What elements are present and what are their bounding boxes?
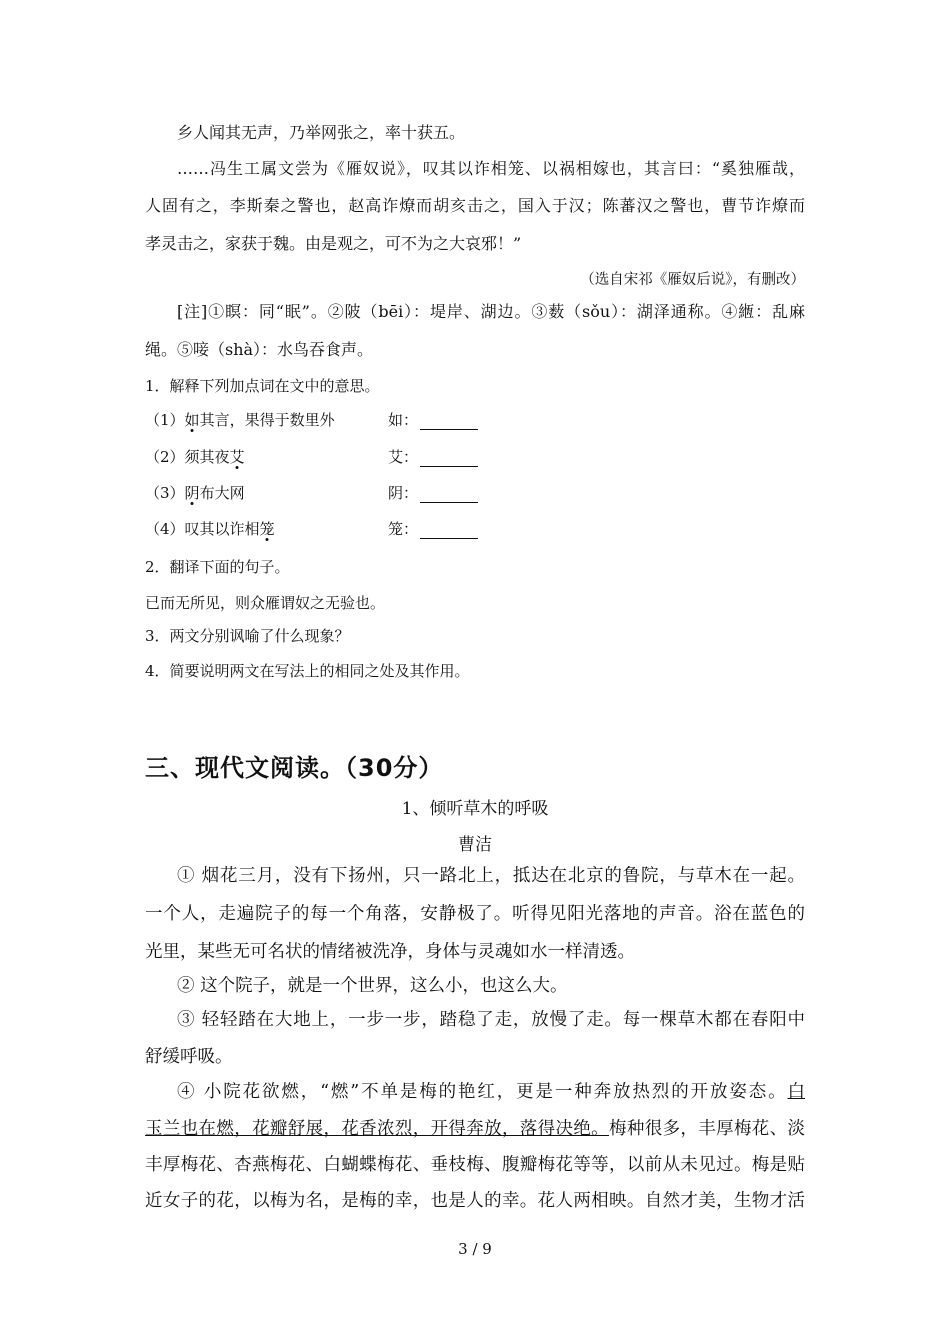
classical-paragraph-2-line-2: 人固有之，李斯秦之警也，赵高诈燎而胡亥击之，国入于汉；陈蕃汉之警也，曹节诈燎而 (145, 196, 805, 215)
annotation-line-1: [注]①瞑：同“眠”。②陂（bēi）：堤岸、湖边。③薮（sǒu）：湖泽通称。④緪：乱麻 (177, 302, 805, 321)
answer-label: 如： (388, 411, 419, 429)
dotted-word: 阴 (184, 484, 200, 502)
classical-paragraph-2-line-3: 孝灵击之，家获于魏。由是观之，可不为之大哀邪！” (145, 234, 522, 253)
article-paragraph-3-line-2: 舒缓呼吸。 (145, 1047, 233, 1067)
article-paragraph-1-line-2: 一个人，走遍院子的每一个角落，安静极了。听得见阳光落地的声音。浴在蓝色的 (145, 904, 805, 924)
classical-paragraph-1: 乡人闻其无声，乃举网张之，率十获五。 (177, 123, 466, 142)
source-citation: （选自宋祁《雁奴后说》，有删改） (580, 272, 805, 288)
answer-label: 艾： (388, 448, 419, 466)
article-paragraph-3-line-1: ③ 轻轻踏在大地上，一步一步，踏稳了走，放慢了走。每一棵草木都在春阳中 (177, 1010, 805, 1030)
underlined-sentence: 白 (787, 1082, 805, 1102)
answer-label: 笼： (388, 520, 419, 538)
answer-label: 阴： (388, 484, 419, 502)
vocab-item-4: （4）叹其以诈相笼 笼： (145, 515, 478, 543)
vocab-item-3: （3）阴布大网 阴： (145, 479, 478, 507)
question-2-sentence: 已而无所见，则众雁谓奴之无验也。 (145, 594, 386, 612)
annotation-line-2: 绳。⑤唼（shà）：水鸟吞食声。 (145, 340, 374, 359)
question-1: 1．解释下列加点词在文中的意思。 (145, 377, 380, 395)
article-paragraph-4-line-3: 丰厚梅花、杏燕梅花、白蝴蝶梅花、垂枝梅、腹瓣梅花等等，以前从未见过。梅是贴 (145, 1155, 805, 1175)
dotted-word: 笼 (259, 520, 275, 538)
answer-blank[interactable] (420, 450, 478, 467)
question-2: 2．翻译下面的句子。 (145, 558, 290, 576)
underlined-sentence: 玉兰也在燃，花瓣舒展，花香浓烈，开得奔放，落得决绝。 (145, 1119, 610, 1139)
section-heading: 三、现代文阅读。（30分） (145, 754, 444, 782)
question-3: 3．两文分别讽喻了什么现象？ (145, 627, 350, 645)
answer-blank[interactable] (420, 413, 478, 430)
answer-blank[interactable] (420, 522, 478, 539)
article-paragraph-2: ② 这个院子，就是一个世界，这么小，也这么大。 (177, 976, 568, 996)
answer-blank[interactable] (420, 486, 478, 503)
page-number: 3 / 9 (458, 1240, 492, 1258)
article-title: 1、倾听草木的呼吸 (401, 799, 549, 819)
classical-paragraph-2-line-1: ……冯生工属文尝为《雁奴说》，叹其以诈相笼、以祸相嫁也，其言曰：“奚独雁哉， (177, 159, 805, 178)
article-paragraph-1-line-1: ① 烟花三月，没有下扬州，只一路北上，抵达在北京的鲁院，与草木在一起。 (177, 866, 805, 886)
vocab-item-2: （2）须其夜艾 艾： (145, 443, 478, 471)
article-paragraph-1-line-3: 光里，某些无可名状的情绪被洗净，身体与灵魂如水一样清透。 (145, 942, 635, 962)
article-paragraph-4-line-1: ④ 小院花欲燃，“燃”不单是梅的艳红，更是一种奔放热烈的开放姿态。白 (177, 1082, 805, 1102)
question-4: 4．简要说明两文在写法上的相同之处及其作用。 (145, 662, 470, 680)
article-paragraph-4-line-2: 玉兰也在燃，花瓣舒展，花香浓烈，开得奔放，落得决绝。梅种很多，丰厚梅花、淡 (145, 1119, 806, 1139)
dotted-word: 艾 (229, 448, 245, 466)
article-author: 曹洁 (458, 835, 492, 855)
vocab-item-1: （1）如其言，果得于数里外 如： (145, 406, 478, 434)
dotted-word: 如 (184, 411, 200, 429)
article-paragraph-4-line-4: 近女子的花，以梅为名，是梅的幸，也是人的幸。花人两相映。自然才美，生物才活 (145, 1191, 805, 1211)
